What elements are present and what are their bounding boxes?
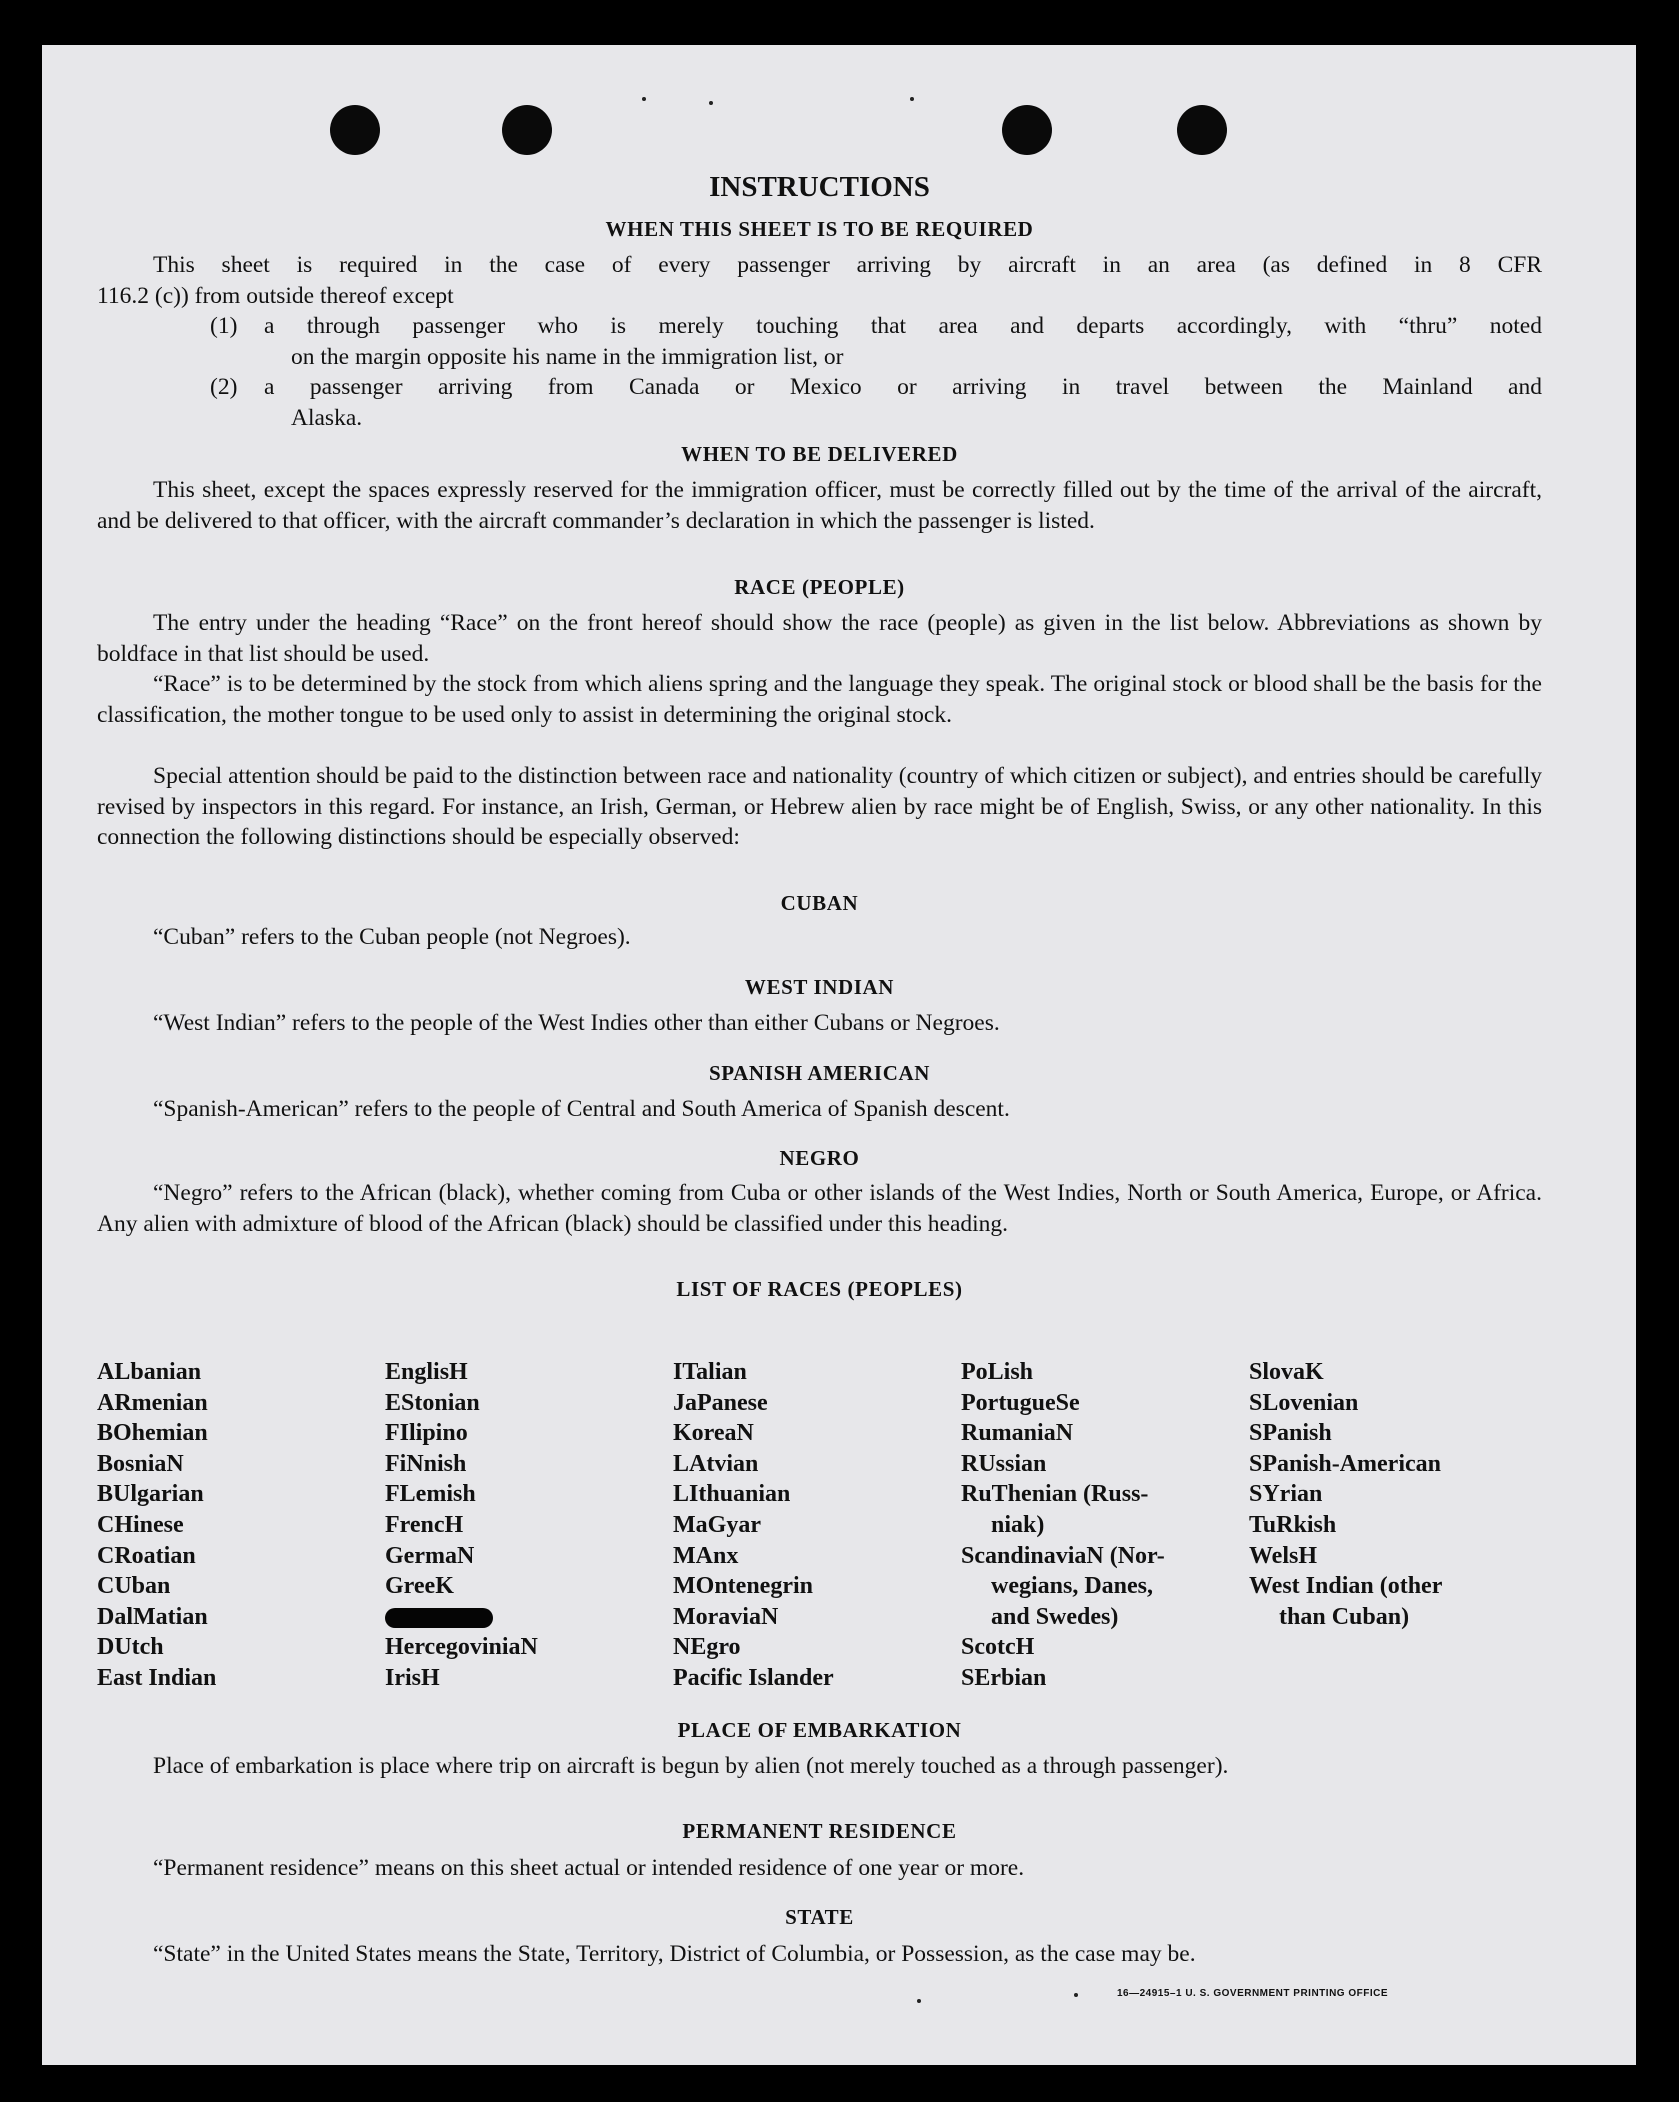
race-entry: DUtch xyxy=(97,1634,164,1661)
when-delivered-text: This sheet, except the spaces expressly reserved for the immigration officer, must be correctly filled out by the time of the arrival of the aircraft, and be delivered to that officer, with the aircraft commander’s declaration in which the passenger is listed. xyxy=(97,477,1542,534)
race-entry-continued: than Cuban) xyxy=(1279,1603,1410,1630)
spanish-american-text: “Spanish-American” refers to the people of Central and South America of Spanish descent. xyxy=(153,1096,1010,1122)
paper-speck xyxy=(1074,1993,1078,1997)
section-heading-west-indian: WEST INDIAN xyxy=(744,975,895,999)
race-list-column-5 xyxy=(1249,1357,1442,1632)
section-heading-when-delivered: WHEN TO BE DELIVERED xyxy=(681,442,958,466)
race-entry: BosniaN xyxy=(97,1450,184,1477)
race-entry: JaPanese xyxy=(673,1389,768,1416)
race-entry: BOhemian xyxy=(97,1420,208,1447)
paper-speck xyxy=(917,1999,921,2003)
page-title: INSTRUCTIONS xyxy=(709,171,930,203)
paper-speck xyxy=(642,97,646,101)
race-entry: NEgro xyxy=(673,1634,741,1661)
section-heading-negro: NEGRO xyxy=(779,1146,860,1170)
negro-text: “Negro” refers to the African (black), whether coming from Cuba or other islands of the West Indies, North or South America, Europe, or Africa. Any alien with admixture of blood of the African (black) should be classified under this heading. xyxy=(97,1180,1542,1237)
race-entry: FiNnish xyxy=(385,1450,467,1477)
section-heading-state: STATE xyxy=(785,1905,854,1929)
race-entry: RumaniaN xyxy=(961,1420,1074,1447)
punch-hole xyxy=(502,105,552,155)
race-entry: GreeK xyxy=(385,1573,454,1600)
section-heading-spanish-american: SPANISH AMERICAN xyxy=(709,1061,930,1085)
race-entry: EStonian xyxy=(385,1389,480,1416)
section-heading-race: RACE (PEOPLE) xyxy=(734,575,905,599)
punch-hole xyxy=(1002,105,1052,155)
race-entry: FrencH xyxy=(385,1511,464,1538)
race-entry: SErbian xyxy=(961,1664,1047,1691)
race-entry: CHinese xyxy=(97,1511,184,1538)
race-entry: East Indian xyxy=(97,1664,217,1691)
race-entry: IrisH xyxy=(385,1664,440,1691)
section-heading-list-of-races: LIST OF RACES (PEOPLES) xyxy=(676,1277,963,1301)
race-entry: SLovenian xyxy=(1249,1389,1359,1416)
race-entry: SlovaK xyxy=(1249,1359,1324,1385)
race-list-column-3 xyxy=(673,1357,834,1694)
race-entry: SPanish-American xyxy=(1249,1450,1441,1477)
race-entry: EnglisH xyxy=(385,1359,468,1385)
race-entry: Pacific Islander xyxy=(673,1664,834,1691)
section-heading-when-required: WHEN THIS SHEET IS TO BE REQUIRED xyxy=(605,217,1034,241)
race-entry: FLemish xyxy=(385,1481,476,1508)
race-entry: HercegoviniaN xyxy=(385,1634,538,1661)
race-entry: MAnx xyxy=(673,1542,739,1569)
race-list-column-2 xyxy=(385,1357,538,1694)
when-required-intro: This sheet is required in the case of every passenger arriving by aircraft in an area (as defined in 8 CFR 116.2 (c)) from outside thereof except xyxy=(97,252,1542,309)
race-entry: CUban xyxy=(97,1573,171,1600)
race-entry: BUlgarian xyxy=(97,1481,204,1508)
race-paragraph-3: Special attention should be paid to the distinction between race and nationality (country of which citizen or subject), and entries should be carefully revised by inspectors in this regard. For instance, an Irish, German, or Hebrew alien by race might be of English, Swiss, or any other nationality. In this connection the following distinctions should be especially observed: xyxy=(97,763,1542,850)
race-entry: TuRkish xyxy=(1249,1511,1337,1538)
race-entry: WelsH xyxy=(1249,1542,1318,1569)
section-heading-cuban: CUBAN xyxy=(780,891,859,915)
west-indian-text: “West Indian” refers to the people of the West Indies other than either Cubans or Negroes. xyxy=(153,1010,1000,1036)
section-heading-permanent-residence: PERMANENT RESIDENCE xyxy=(682,1819,957,1843)
race-entry: ITalian xyxy=(673,1359,747,1385)
race-entry: ScandinaviaN (Nor- xyxy=(961,1542,1165,1569)
redacted-entry xyxy=(385,1602,538,1633)
punch-hole xyxy=(330,105,380,155)
race-paragraph-1: The entry under the heading “Race” on the front hereof should show the race (people) as given in the list below. Abbreviations as shown by boldface in that list should be used. xyxy=(97,610,1542,667)
race-entry: FIlipino xyxy=(385,1420,468,1447)
permanent-residence-text: “Permanent residence” means on this sheet actual or intended residence of one year or more. xyxy=(153,1855,1025,1881)
race-entry: MoraviaN xyxy=(673,1603,779,1630)
race-entry: ARmenian xyxy=(97,1389,208,1416)
race-entry-continued: and Swedes) xyxy=(991,1603,1119,1630)
race-entry: MOntenegrin xyxy=(673,1573,813,1600)
race-paragraph-2: “Race” is to be determined by the stock from which aliens spring and the language they speak. The original stock or blood shall be the basis for the classification, the mother tongue to be used only to assist in determining the original stock. xyxy=(97,671,1542,728)
race-entry: West Indian (other xyxy=(1249,1573,1443,1600)
race-entry: GermaN xyxy=(385,1542,475,1569)
race-list-column-4 xyxy=(961,1357,1165,1694)
embarkation-text: Place of embarkation is place where trip on aircraft is begun by alien (not merely touched as a through passenger). xyxy=(153,1753,1229,1779)
redaction-mark xyxy=(385,1608,493,1628)
race-entry: KoreaN xyxy=(673,1420,754,1447)
section-heading-embarkation: PLACE OF EMBARKATION xyxy=(677,1718,962,1742)
race-entry-continued: niak) xyxy=(991,1511,1045,1538)
race-entry: SPanish xyxy=(1249,1420,1332,1447)
paper-speck xyxy=(910,97,914,101)
race-list-column-1 xyxy=(97,1357,216,1694)
race-entry: ScotcH xyxy=(961,1634,1035,1661)
document-sheet: INSTRUCTIONS WHEN THIS SHEET IS TO BE REQUIRED This sheet is required in the case of every passenger arriving by aircraft in an area (as defined in 8 CFR 116.2 (c)) from outside thereof except (1) a through passenger who is merely touching that area and departs accordingly, with “thru” noted on the margin opposite his name in the immigration list, or (2) a passenger arriving from Canada or Mexico or arriving in travel between the Mainland and Alaska. WHEN TO BE DELIVERED This sheet, except the spaces expressly reserved for the immigration officer, must be correctly filled out by the time of the arrival of the aircraft, and be delivered to that officer, with the aircraft commander’s declaration in which the passenger is listed. RACE (PEOPLE) The entry under the heading “Race” on the front hereof should show the race (people) as given in the list below. Abbreviations as shown by boldface in that list should be used. “Race” is to be determined by the stock from which aliens spring and the language they speak. The original stock or blood shall be the basis for the classification, the mother tongue to be used only to assist in determining the original stock. Special attention should be paid to the distinction between race and nationality (country of which citizen or subject), and entries should be carefully revised by inspectors in this regard. For instance, an Irish, German, or Hebrew alien by race might be of English, Swiss, or any other nationality. In this connection the following distinctions should be especially observed: CUBAN “Cuban” refers to the Cuban people (not Negroes). WEST INDIAN “West Indian” refers to the people of the West Indies other than either Cubans or Negroes. SPANISH AMERICAN “Spanish-American” refers to the people of Central and South America of Spanish descent. NEGRO “Negro” refers to the African (black), whether coming from Cuba or other islands of the West Indies, North or South America, Europe, or Africa. Any alien with admixture of blood of the African (black) should be classified under this heading. LIST OF RACES (PEOPLES) ALbanian ARmenian BOhemian BosniaN BUlgarian CHinese CRoatian CUban DalMatian DUtch East Indian EnglisH EStonian FIlipino FiNnish FLemish FrencH GermaN GreeK HercegoviniaN IrisH ITalian JaPanese KoreaN LAtvian LIthuanian MaGyar MAnx MOntenegrin MoraviaN NEgro Pacific Islander PoLish PortugueSe RumaniaN RUssian RuThenian (Russ- niak) ScandinaviaN (Nor- wegians, Danes, and Swedes) ScotcH SErbian SlovaK SLovenian SPanish SPanish-American SYrian TuRkish WelsH West Indian (other than Cuban) PLACE OF EMBARKATION Place of embarkation is place where trip on aircraft is begun by alien (not merely touched as a through passenger). PERMANENT RESIDENCE “Permanent residence” means on this sheet actual or intended residence of one year or more. STATE “State” in the United States means the State, Territory, District of Columbia, or Possession, as the case may be. 16—24915–1 U. S. GOVERNMENT PRINTING OFFICE xyxy=(42,45,1636,2065)
race-entry: LIthuanian xyxy=(673,1481,791,1508)
race-entry: RuThenian (Russ- xyxy=(961,1481,1149,1508)
race-entry: DalMatian xyxy=(97,1603,208,1630)
race-entry: ALbanian xyxy=(97,1359,202,1385)
race-entry: LAtvian xyxy=(673,1450,759,1477)
race-entry: PoLish xyxy=(961,1359,1034,1385)
race-entry-continued: wegians, Danes, xyxy=(991,1573,1154,1600)
paper-speck xyxy=(709,101,713,105)
race-entry: SYrian xyxy=(1249,1481,1323,1508)
punch-hole xyxy=(1177,105,1227,155)
race-entry: RUssian xyxy=(961,1450,1047,1477)
race-entry: CRoatian xyxy=(97,1542,196,1569)
race-entry: MaGyar xyxy=(673,1511,761,1538)
state-text: “State” in the United States means the State, Territory, District of Columbia, or Possession, as the case may be. xyxy=(153,1941,1196,1967)
race-entry: PortugueSe xyxy=(961,1389,1080,1416)
printer-imprint: 16—24915–1 U. S. GOVERNMENT PRINTING OFFICE xyxy=(1117,1988,1389,1999)
cuban-text: “Cuban” refers to the Cuban people (not Negroes). xyxy=(153,924,631,950)
